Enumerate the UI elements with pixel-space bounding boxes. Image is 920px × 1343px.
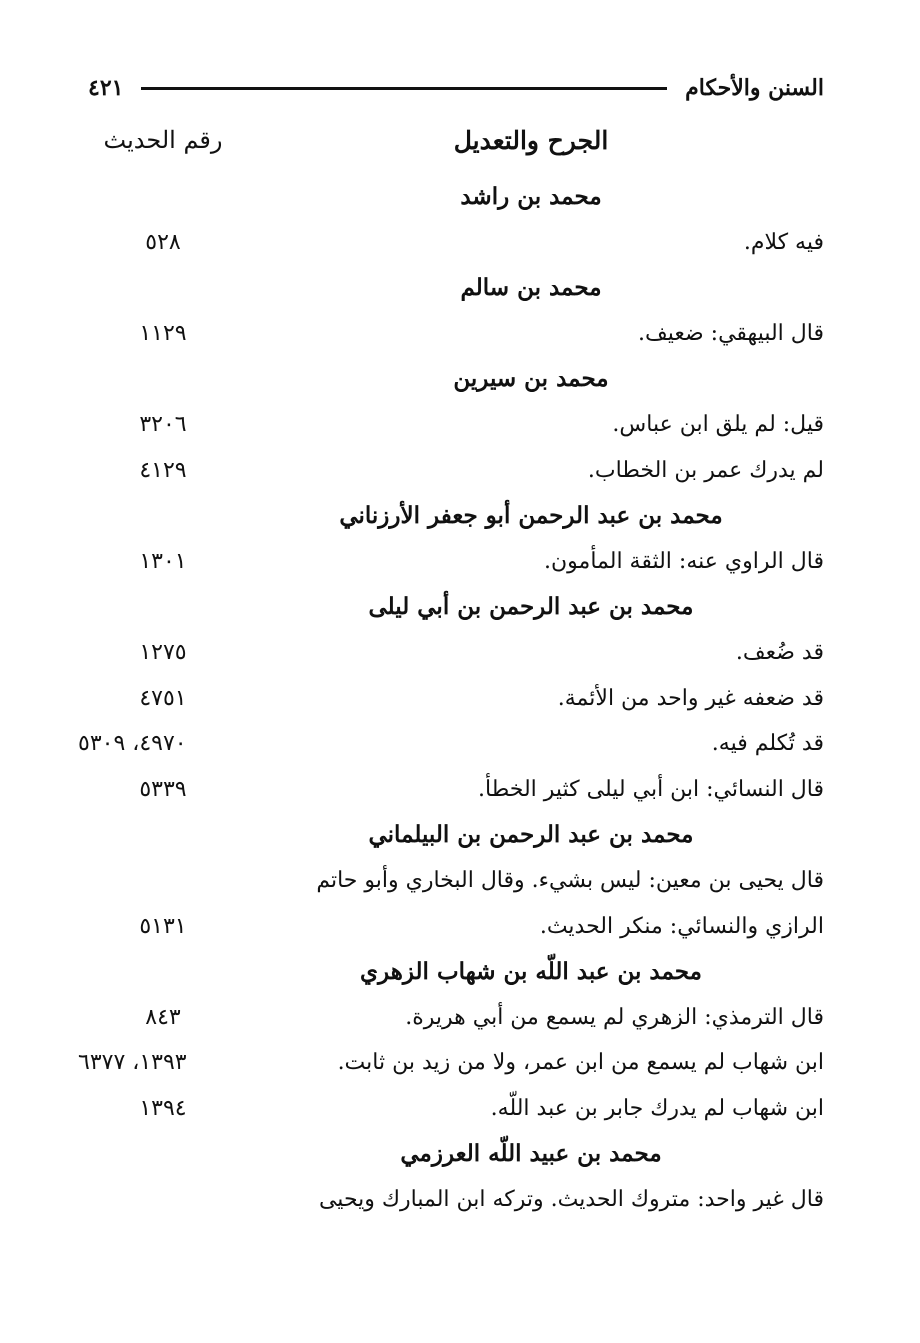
narrator-name: محمد بن راشد (460, 183, 602, 210)
header-rule (141, 87, 667, 90)
entry-text: قال غير واحد: متروك الحديث. وتركه ابن المبارك ويحيى (318, 1187, 824, 1213)
hadith-number: ٤٧٥١ (139, 685, 187, 711)
running-header (88, 70, 824, 106)
book-page (78, 70, 824, 1343)
narrator-name: محمد بن عبيد اللّه العرزمي (400, 1140, 662, 1168)
running-title: السنن والأحكام (685, 75, 824, 101)
entry-text: قال الراوي عنه: الثقة المأمون. (544, 548, 824, 574)
entry-text: فيه كلام. (743, 229, 824, 255)
hadith-number: ٥١٣١ (139, 913, 187, 939)
entry-text: قد تُكلم فيه. (711, 731, 824, 757)
hadith-number: ١٢٧٥ (139, 639, 187, 665)
narrator-name: محمد بن عبد اللّه بن شهاب الزهري (360, 958, 702, 986)
entry-row (78, 721, 824, 767)
entry-row (88, 904, 824, 950)
entry-text: قال البيهقي: ضعيف. (637, 320, 824, 346)
entry-row (88, 402, 824, 448)
entry-row (88, 676, 824, 722)
column-heading-ref: رقم الحديث (103, 126, 223, 154)
hadith-number: ٥٢٨ (145, 229, 181, 255)
entries-list (78, 174, 824, 1223)
entry-text: قال النسائي: ابن أبي ليلى كثير الخطأ. (478, 776, 824, 802)
page-number: ٤٢١ (88, 75, 124, 101)
entry-text: ابن شهاب لم يدرك جابر بن عبد اللّه. (490, 1095, 824, 1121)
narrator-name: محمد بن عبد الرحمن بن البيلماني (368, 821, 694, 849)
entry-row (88, 630, 824, 676)
hadith-number: ٥٣٣٩ (139, 776, 187, 802)
column-heading-main: الجرح والتعديل (453, 126, 609, 155)
entry-text: قال يحيى بن معين: ليس بشيء. وقال البخاري وأبو حاتم (316, 867, 824, 893)
entry-text: قيل: لم يلق ابن عباس. (612, 411, 824, 437)
entry-text: قد ضعفه غير واحد من الأئمة. (557, 685, 824, 711)
entry-row (88, 448, 824, 494)
entry-row (88, 311, 824, 357)
hadith-number: ١٣٠١ (139, 548, 187, 574)
entry-text: لم يدرك عمر بن الخطاب. (587, 457, 824, 483)
narrator-name: محمد بن عبد الرحمن بن أبي ليلى (368, 593, 694, 621)
entry-text: قال الترمذي: الزهري لم يسمع من أبي هريرة. (405, 1004, 824, 1030)
column-headings (88, 126, 824, 170)
hadith-number: ٤٩٧٠، ٥٣٠٩ (78, 731, 187, 757)
narrator-name: محمد بن سالم (460, 274, 602, 302)
hadith-number: ٤١٢٩ (139, 457, 187, 483)
entry-row (88, 1177, 824, 1223)
narrator-name: محمد بن عبد الرحمن أبو جعفر الأرزناني (339, 502, 723, 530)
entry-row (88, 539, 824, 585)
entry-row (88, 858, 824, 904)
entry-row (88, 995, 824, 1041)
hadith-number: ٨٤٣ (145, 1004, 181, 1030)
entry-row (88, 220, 824, 266)
entry-row (88, 767, 824, 813)
entry-row (78, 1040, 824, 1086)
hadith-number: ١٣٩٣، ٦٣٧٧ (78, 1050, 187, 1076)
narrator-name: محمد بن سيرين (453, 365, 609, 393)
entry-row (88, 1086, 824, 1132)
entry-text: ابن شهاب لم يسمع من ابن عمر، ولا من زيد بن ثابت. (337, 1050, 824, 1076)
hadith-number: ١١٢٩ (139, 320, 187, 346)
hadith-number: ٣٢٠٦ (139, 411, 187, 437)
hadith-number: ١٣٩٤ (139, 1095, 187, 1121)
entry-text: الرازي والنسائي: منكر الحديث. (539, 913, 824, 939)
entry-text: قد ضُعف. (735, 639, 824, 665)
